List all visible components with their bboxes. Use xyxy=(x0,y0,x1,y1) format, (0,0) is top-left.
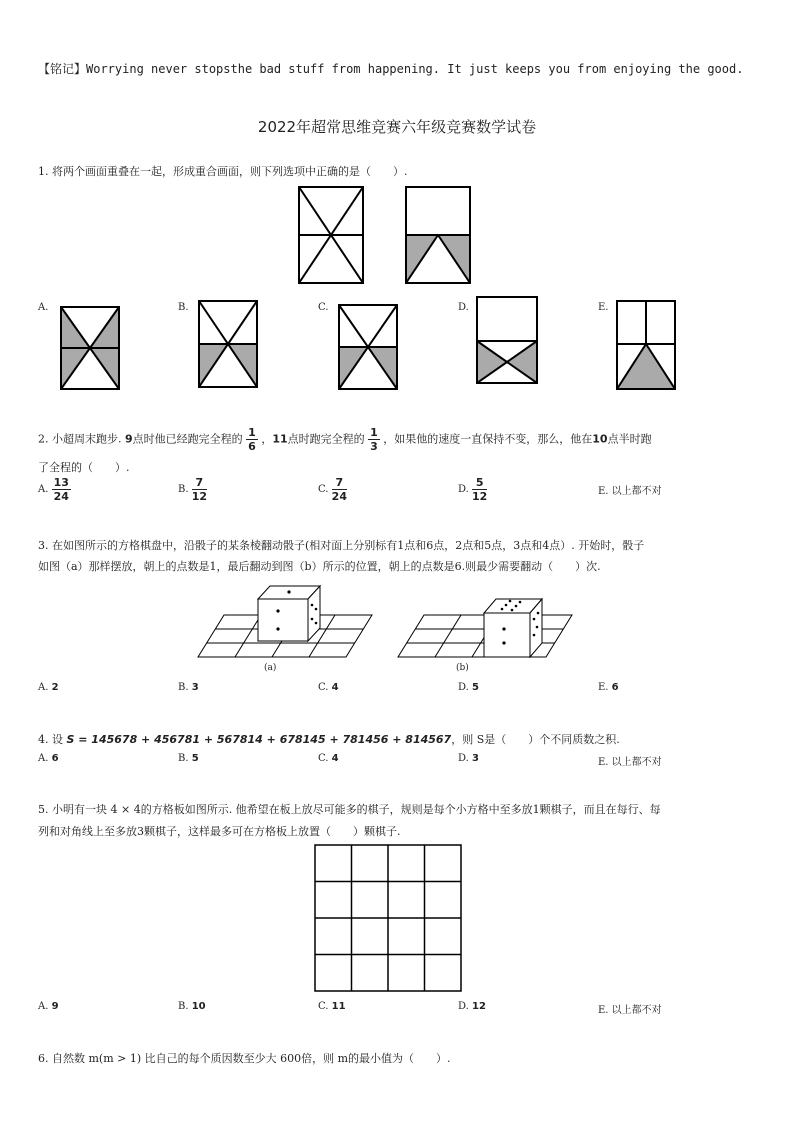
q2-option-b[interactable]: B. $\frac{7}{12}$ xyxy=(178,476,208,503)
q1-option-d-label: D. xyxy=(458,302,469,313)
q3-figure-a-caption: (a) xyxy=(264,663,277,673)
question-6-text: 6. 自然数 m(m > 1) 比自己的每个质因数至少大 600倍，则 m的最小值为（ ）. xyxy=(38,1052,451,1065)
q3-option-c[interactable]: C. 4 xyxy=(318,682,339,693)
q5-option-b[interactable]: B. 10 xyxy=(178,1001,206,1012)
question-5-line-1: 5. 小明有一块 4 × 4的方格板如图所示. 他希望在板上放尽可能多的棋子，规则是每个小方格中至多放1颗棋子，而且在每行、每 xyxy=(38,803,661,816)
question-1-text: 1. 将两个画面重叠在一起，形成重合画面，则下列选项中正确的是（ ）. xyxy=(38,165,408,178)
question-4-text xyxy=(38,731,620,747)
q1-picture-2 xyxy=(405,186,475,286)
q5-option-d[interactable]: D. 12 xyxy=(458,1001,486,1012)
q1-option-c-figure[interactable] xyxy=(338,304,400,392)
q2-number-11: 11 xyxy=(272,432,288,446)
question-2-line-2: 了全程的（ ）. xyxy=(38,461,130,474)
q2-text-5: ，如果他的速度一直保持不变，那么，他在 xyxy=(383,432,593,446)
q4-option-d[interactable]: D. 3 xyxy=(458,753,479,764)
page-title: 2022年超常思维竞赛六年级竞赛数学试卷 xyxy=(257,118,537,136)
question-2-line-1 xyxy=(38,426,652,453)
q2-number-10: 10 xyxy=(592,432,608,446)
q4-text-pre: 4. 设 xyxy=(38,733,67,746)
q1-option-a-figure[interactable] xyxy=(60,306,122,392)
q2-option-a[interactable]: A. $\frac{13}{24}$ xyxy=(38,476,69,503)
q3-figure-b-caption: (b) xyxy=(456,663,469,673)
q2-text-1: 2. 小超周末跑步. xyxy=(38,432,125,446)
q2-option-c[interactable]: C. $\frac{7}{24}$ xyxy=(318,476,347,503)
q2-option-e[interactable]: E. 以上都不对 xyxy=(598,486,662,497)
q1-option-b-figure[interactable] xyxy=(198,300,260,390)
q2-text-3: ， xyxy=(261,432,273,446)
q4-option-c[interactable]: C. 4 xyxy=(318,753,339,764)
q4-option-a[interactable]: A. 6 xyxy=(38,753,59,764)
q5-grid-board xyxy=(314,844,464,994)
q2-fraction-2: $\frac{1}{3}$ xyxy=(370,426,378,453)
q4-option-e[interactable]: E. 以上都不对 xyxy=(598,757,662,768)
q3-option-d[interactable]: D. 5 xyxy=(458,682,479,693)
q1-option-b-label: B. xyxy=(178,302,189,313)
q1-option-a-label: A. xyxy=(38,302,49,313)
motto: 【铭记】Worrying never stopsthe bad stuff from happening. It just keeps you from enjoying the good. xyxy=(38,62,744,76)
q1-option-d-figure[interactable] xyxy=(476,296,540,386)
q5-option-e[interactable]: E. 以上都不对 xyxy=(598,1005,662,1016)
q4-option-b[interactable]: B. 5 xyxy=(178,753,199,764)
q2-text-2: 点时他已经跑完全程的 xyxy=(132,432,243,446)
question-3-line-1: 3. 在如图所示的方格棋盘中，沿骰子的某条棱翻动骰子(相对面上分别标有1点和6点，2点和5点，3点和4点）. 开始时，骰子 xyxy=(38,539,645,552)
q4-expression: S = 145678 + 456781 + 567814 + 678145 + 781456 + 814567 xyxy=(66,733,452,746)
q3-figure-b xyxy=(396,585,576,675)
q4-text-post: ，则 S是（ ）个不同质数之积. xyxy=(451,733,620,746)
q3-option-e[interactable]: E. 6 xyxy=(598,682,619,693)
q2-fraction-1: $\frac{1}{6}$ xyxy=(248,426,256,453)
q5-option-a[interactable]: A. 9 xyxy=(38,1001,59,1012)
question-5-line-2: 列和对角线上至多放3颗棋子，这样最多可在方格板上放置（ ）颗棋子. xyxy=(38,825,401,838)
q1-option-e-figure[interactable] xyxy=(616,300,678,392)
q3-figure-a xyxy=(196,585,376,675)
q2-number-9: 9 xyxy=(125,432,133,446)
q3-option-b[interactable]: B. 3 xyxy=(178,682,199,693)
q1-option-c-label: C. xyxy=(318,302,329,313)
q2-text-4: 点时跑完全程的 xyxy=(287,432,365,446)
q2-text-6: 点半时跑 xyxy=(607,432,652,446)
q2-option-d[interactable]: D. $\frac{5}{12}$ xyxy=(458,476,488,503)
q5-option-c[interactable]: C. 11 xyxy=(318,1001,346,1012)
q1-option-e-label: E. xyxy=(598,302,609,313)
question-3-line-2: 如图（a）那样摆放，朝上的点数是1，最后翻动到图（b）所示的位置，朝上的点数是6.则最少需要翻动（ ）次. xyxy=(38,560,601,573)
q3-option-a[interactable]: A. 2 xyxy=(38,682,59,693)
q1-picture-1 xyxy=(298,186,368,286)
